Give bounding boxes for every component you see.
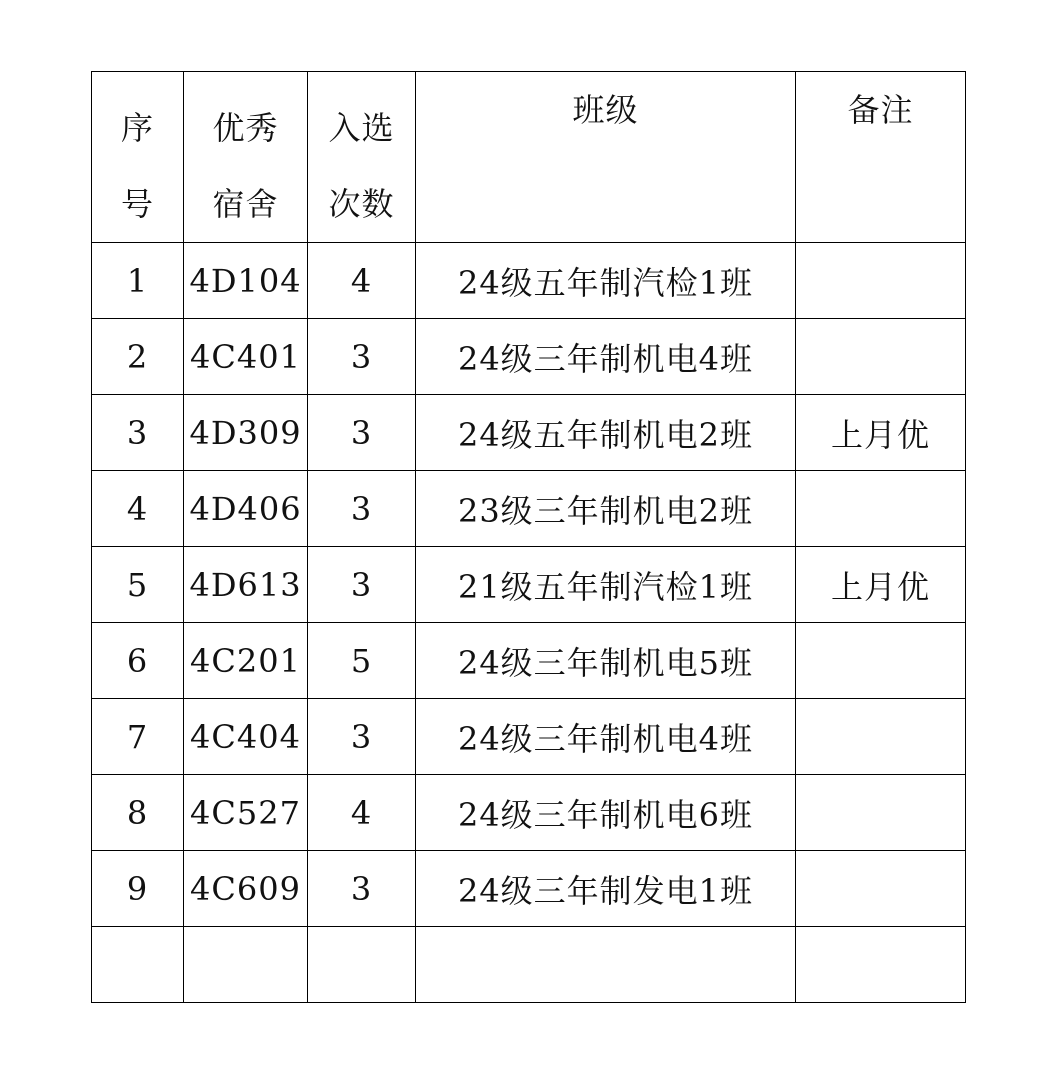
- cell-count: 5: [308, 623, 416, 699]
- cell-index: 7: [92, 699, 184, 775]
- cell-index: 2: [92, 319, 184, 395]
- cell-remark: [796, 623, 966, 699]
- table-row: [92, 623, 966, 699]
- cell-count: 3: [308, 319, 416, 395]
- header-row: [92, 72, 966, 243]
- table-row: [92, 395, 966, 471]
- cell-index: 4: [92, 471, 184, 547]
- cell-count: 4: [308, 243, 416, 319]
- cell-index: 6: [92, 623, 184, 699]
- table-row: [92, 471, 966, 547]
- cell-count: 3: [308, 547, 416, 623]
- cell-count: 3: [308, 395, 416, 471]
- cell-count: 3: [308, 699, 416, 775]
- cell-class: 24级三年制发电1班: [416, 851, 796, 927]
- cell-class: 21级五年制汽检1班: [416, 547, 796, 623]
- cell-dorm: 4D613: [184, 547, 308, 623]
- cell-class: 24级三年制机电6班: [416, 775, 796, 851]
- table-row: [92, 319, 966, 395]
- table-row-empty: [92, 927, 966, 1003]
- cell-count: 4: [308, 775, 416, 851]
- header-dorm-line-2: 宿舍: [212, 185, 279, 223]
- table-row: [92, 243, 966, 319]
- cell-remark: [796, 471, 966, 547]
- cell-remark: [796, 775, 966, 851]
- cell-count: 3: [308, 851, 416, 927]
- header-index-line-2: 号: [120, 185, 154, 223]
- table-row: [92, 699, 966, 775]
- cell-count: [308, 927, 416, 1003]
- cell-index: 8: [92, 775, 184, 851]
- cell-dorm: 4C527: [184, 775, 308, 851]
- header-dorm: [184, 72, 308, 243]
- table-row: [92, 851, 966, 927]
- cell-remark: [796, 243, 966, 319]
- cell-dorm: 4D309: [184, 395, 308, 471]
- cell-dorm: 4C201: [184, 623, 308, 699]
- cell-class: 24级五年制汽检1班: [416, 243, 796, 319]
- cell-index: 3: [92, 395, 184, 471]
- cell-class: 24级五年制机电2班: [416, 395, 796, 471]
- cell-dorm: 4D406: [184, 471, 308, 547]
- cell-remark: 上月优: [796, 395, 966, 471]
- header-remark: [796, 72, 966, 243]
- cell-remark: [796, 927, 966, 1003]
- header-class: [416, 72, 796, 243]
- cell-index: 9: [92, 851, 184, 927]
- cell-class: 23级三年制机电2班: [416, 471, 796, 547]
- header-index: [92, 72, 184, 243]
- cell-remark: [796, 851, 966, 927]
- cell-class: 24级三年制机电4班: [416, 699, 796, 775]
- cell-class: [416, 927, 796, 1003]
- cell-dorm: 4C404: [184, 699, 308, 775]
- header-count-line-2: 次数: [328, 185, 395, 223]
- cell-remark: [796, 319, 966, 395]
- header-dorm-line-1: 优秀: [212, 109, 279, 147]
- cell-dorm: [184, 927, 308, 1003]
- header-count: [308, 72, 416, 243]
- table-row: [92, 775, 966, 851]
- dorm-table: [91, 71, 966, 1003]
- cell-count: 3: [308, 471, 416, 547]
- cell-class: 24级三年制机电5班: [416, 623, 796, 699]
- header-index-line-1: 序: [120, 109, 154, 147]
- header-class-label: 班级: [572, 91, 639, 129]
- cell-index: 5: [92, 547, 184, 623]
- cell-dorm: 4C401: [184, 319, 308, 395]
- cell-index: 1: [92, 243, 184, 319]
- table-row: [92, 547, 966, 623]
- cell-index: [92, 927, 184, 1003]
- header-remark-label: 备注: [847, 91, 914, 129]
- cell-remark: [796, 699, 966, 775]
- cell-class: 24级三年制机电4班: [416, 319, 796, 395]
- cell-dorm: 4D104: [184, 243, 308, 319]
- cell-remark: 上月优: [796, 547, 966, 623]
- cell-dorm: 4C609: [184, 851, 308, 927]
- header-count-line-1: 入选: [328, 109, 395, 147]
